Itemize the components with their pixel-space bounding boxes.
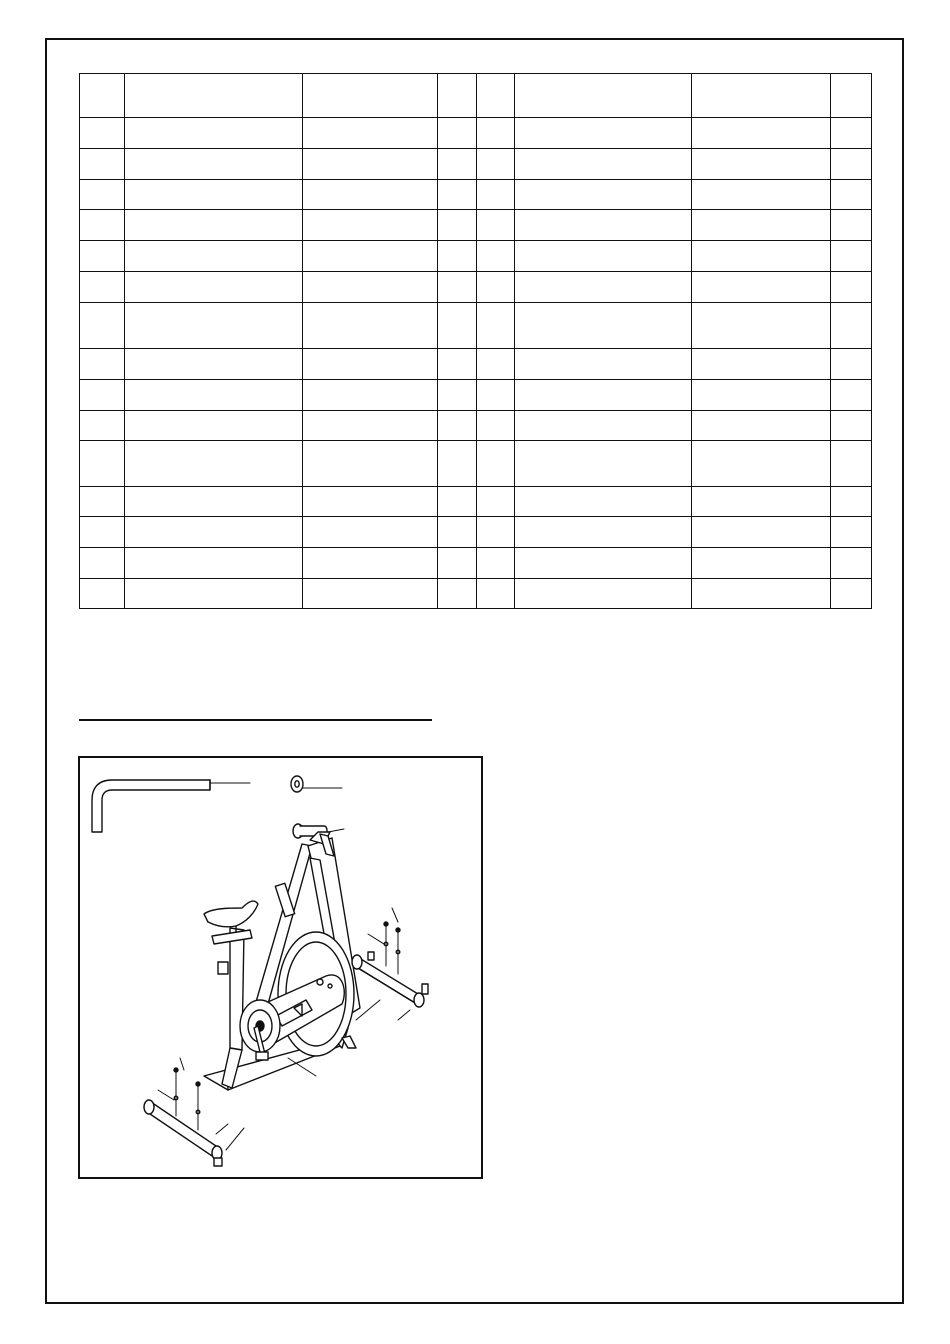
table-cell [438, 517, 477, 548]
table-cell [692, 210, 831, 241]
table-cell [692, 441, 831, 487]
table-cell [692, 180, 831, 210]
table-cell [831, 487, 872, 517]
table-cell [125, 303, 303, 349]
table-cell [831, 241, 872, 272]
table-cell [438, 180, 477, 210]
table-cell [692, 149, 831, 180]
table-cell [438, 272, 477, 303]
table-cell [692, 411, 831, 441]
table-cell [831, 303, 872, 349]
table-cell [303, 380, 438, 411]
table-cell [125, 411, 303, 441]
table-cell [477, 241, 515, 272]
table-cell [438, 349, 477, 380]
table-cell [477, 303, 515, 349]
table-cell [692, 548, 831, 579]
table-cell [303, 441, 438, 487]
table-cell [477, 548, 515, 579]
table-cell [80, 349, 125, 380]
table-cell [125, 380, 303, 411]
table-cell [80, 441, 125, 487]
table-cell [477, 380, 515, 411]
table-row [80, 272, 872, 303]
table-cell [80, 118, 125, 149]
table-cell [80, 210, 125, 241]
table-cell [477, 74, 515, 118]
table-cell [477, 441, 515, 487]
table-row [80, 548, 872, 579]
table-cell [831, 210, 872, 241]
washer-icon [291, 776, 342, 792]
table-cell [80, 487, 125, 517]
table-cell [438, 548, 477, 579]
table-cell [515, 579, 692, 609]
table-cell [80, 411, 125, 441]
table-row [80, 210, 872, 241]
table-row [80, 487, 872, 517]
table-row [80, 180, 872, 210]
table-row [80, 517, 872, 548]
table-cell [80, 241, 125, 272]
table-cell [515, 548, 692, 579]
table-cell [515, 210, 692, 241]
table-cell [438, 149, 477, 180]
table-cell [831, 149, 872, 180]
table-cell [831, 441, 872, 487]
table-cell [80, 579, 125, 609]
table-cell [692, 303, 831, 349]
table-cell [438, 411, 477, 441]
table-row [80, 303, 872, 349]
table-cell [303, 210, 438, 241]
table-cell [515, 380, 692, 411]
table-cell [438, 241, 477, 272]
table-row [80, 149, 872, 180]
table-cell [477, 272, 515, 303]
table-cell [80, 303, 125, 349]
assembly-drawing [80, 758, 481, 1177]
table-cell [831, 349, 872, 380]
table-cell [125, 349, 303, 380]
table-cell [515, 349, 692, 380]
table-cell [303, 241, 438, 272]
table-cell [692, 74, 831, 118]
table-cell [477, 579, 515, 609]
table-cell [303, 487, 438, 517]
table-cell [438, 210, 477, 241]
table-cell [438, 441, 477, 487]
table-cell [692, 517, 831, 548]
table-cell [80, 180, 125, 210]
table-cell [515, 118, 692, 149]
table-cell [303, 579, 438, 609]
table-cell [515, 441, 692, 487]
table-cell [477, 149, 515, 180]
table-cell [125, 210, 303, 241]
table-cell [438, 118, 477, 149]
table-cell [438, 487, 477, 517]
table-cell [477, 210, 515, 241]
table-cell [692, 349, 831, 380]
table-cell [692, 380, 831, 411]
table-cell [303, 118, 438, 149]
spin-bike-icon [204, 832, 360, 1090]
table-cell [303, 349, 438, 380]
table-cell [438, 380, 477, 411]
table-cell [515, 303, 692, 349]
table-cell [303, 74, 438, 118]
table-cell [80, 548, 125, 579]
table-cell [515, 180, 692, 210]
table-cell [477, 411, 515, 441]
table-cell [831, 380, 872, 411]
table-cell [438, 579, 477, 609]
table-cell [692, 579, 831, 609]
table-cell [477, 180, 515, 210]
table-cell [125, 118, 303, 149]
table-cell [515, 411, 692, 441]
table-cell [125, 517, 303, 548]
table-cell [438, 74, 477, 118]
table-cell [515, 241, 692, 272]
table-row [80, 579, 872, 609]
section-heading-rule [79, 719, 432, 721]
table-cell [125, 149, 303, 180]
table-row [80, 241, 872, 272]
front-stabilizer-icon [352, 908, 428, 1020]
table-header-row [80, 74, 872, 118]
table-cell [80, 380, 125, 411]
table-cell [831, 118, 872, 149]
table-cell [477, 118, 515, 149]
table-cell [515, 149, 692, 180]
table-cell [692, 487, 831, 517]
table-cell [125, 548, 303, 579]
table-cell [80, 74, 125, 118]
table-cell [303, 272, 438, 303]
table-cell [125, 241, 303, 272]
table-cell [125, 272, 303, 303]
table-cell [515, 517, 692, 548]
table-cell [125, 441, 303, 487]
table-cell [831, 272, 872, 303]
table-cell [831, 74, 872, 118]
table-cell [303, 303, 438, 349]
table-row [80, 441, 872, 487]
table-cell [125, 487, 303, 517]
table-cell [303, 180, 438, 210]
table-cell [515, 272, 692, 303]
hardware-diagram [78, 756, 483, 1179]
table-row [80, 349, 872, 380]
table-row [80, 118, 872, 149]
table-cell [692, 272, 831, 303]
table-cell [125, 579, 303, 609]
table-cell [80, 149, 125, 180]
table-cell [125, 180, 303, 210]
table-cell [692, 118, 831, 149]
table-cell [515, 74, 692, 118]
table-cell [477, 487, 515, 517]
table-cell [438, 303, 477, 349]
table-cell [125, 74, 303, 118]
table-row [80, 411, 872, 441]
table-cell [303, 411, 438, 441]
table-cell [831, 579, 872, 609]
table-cell [515, 487, 692, 517]
parts-table-body [80, 74, 872, 609]
table-cell [831, 411, 872, 441]
table-cell [303, 517, 438, 548]
allen-key-icon [92, 780, 250, 832]
table-cell [303, 548, 438, 579]
table-cell [80, 517, 125, 548]
table-cell [477, 349, 515, 380]
table-cell [831, 180, 872, 210]
table-cell [80, 272, 125, 303]
parts-table [79, 73, 872, 609]
table-cell [692, 241, 831, 272]
table-cell [831, 517, 872, 548]
table-cell [477, 517, 515, 548]
table-cell [831, 548, 872, 579]
table-row [80, 380, 872, 411]
table-cell [303, 149, 438, 180]
